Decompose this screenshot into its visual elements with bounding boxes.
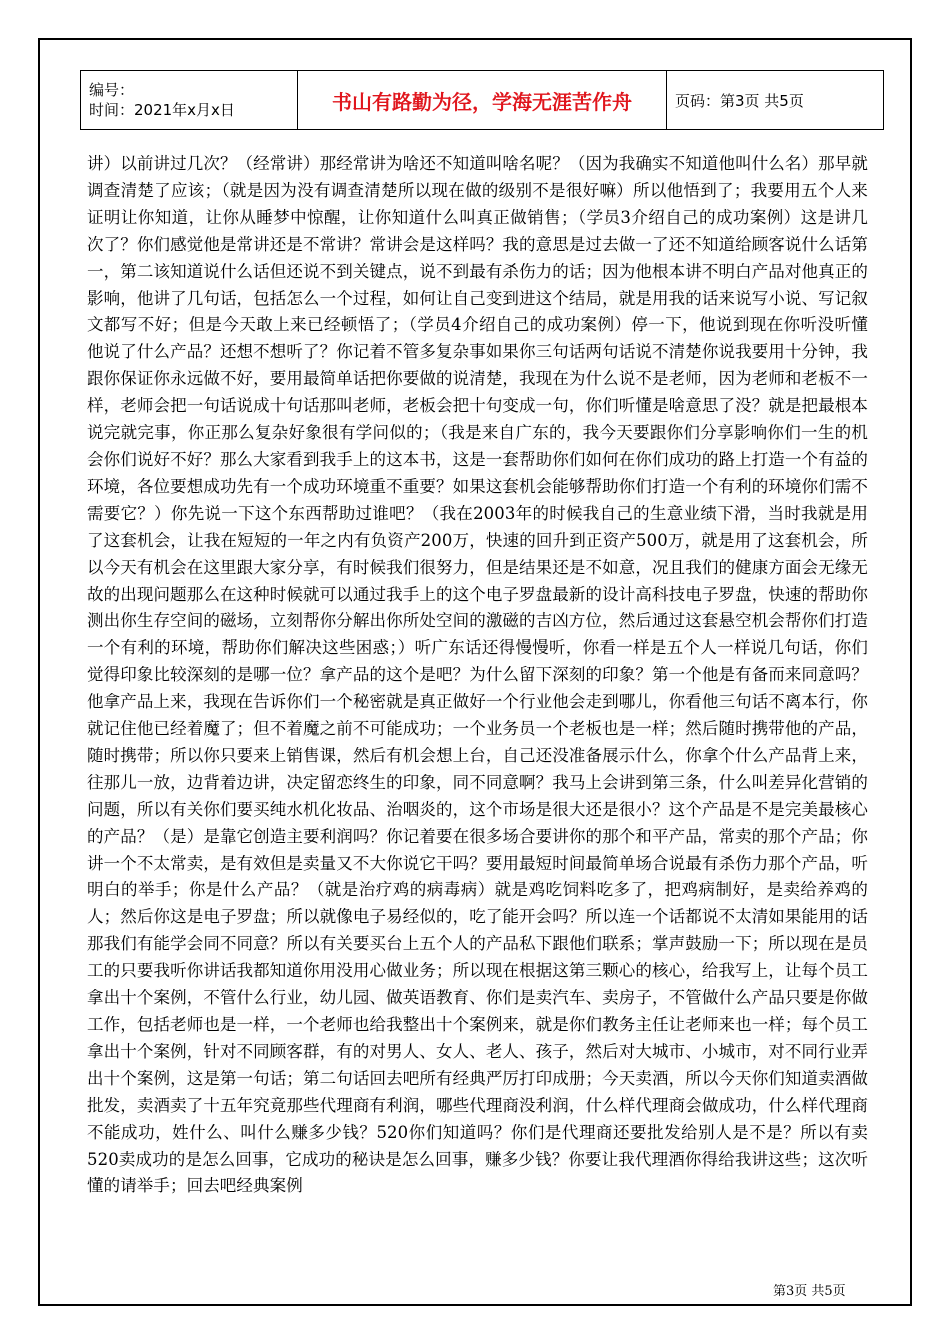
time-label: 时间：2021年x月x日 xyxy=(89,101,235,119)
header-motto: 书山有路勤为径，学海无涯苦作舟 xyxy=(298,71,667,130)
header-meta xyxy=(81,71,298,130)
body-paragraph: 讲）以前讲过几次？（经常讲）那经常讲为啥还不知道叫啥名呢？（因为我确实不知道他叫什么名）那早就调查清楚了应该；（就是因为没有调查清楚所以现在做的级别不是很好嘛）所以他悟到了；我要用五个人来证明让你知道，让你从睡梦中惊醒，让你知道什么叫真正做销售；（学员3介绍自己的成功案例）这是讲几次了？你们感觉他是常讲还是不常讲？常讲会是这样吗？我的意思是过去做一了还不知道给顾客说什么话第一，第二该知道说什么话但还说不到关键点，说不到最有杀伤力的话；因为他根本讲不明白产品对他真正的影响，他讲了几句话，包括怎么一个过程，如何让自己变到进这个结局，就是用我的话来说写小说、写记叙文都写不好；但是今天敢上来已经顿悟了；（学员4介绍自己的成功案例）停一下，他说到现在你听没听懂他说了什么产品？还想不想听了？你记着不管多复杂事如果你三句话两句话说不清楚你说我要用十分钟，我跟你保证你永远做不好，要用最简单话把你要做的说清楚，我现在为什么说不是老师，因为老师和老板不一样，老师会把一句话说成十句话那叫老师，老板会把十句变成一句，你们听懂是啥意思了没？就是把最根本说完就完事，你正那么复杂好象很有学问似的；（我是来自广东的，我今天要跟你们分享影响你们一生的机会你们说好不好？那么大家看到我手上的这本书，这是一套帮助你们如何在你们成功的路上打造一个有益的环境，各位要想成功先有一个成功环境重不重要？如果这套机会能够帮助你们打造一个有利的环境你们需不需要它？）你先说一下这个东西帮助过谁吧？（我在2003年的时候我自己的生意业绩下滑，当时我就是用了这套机会，让我在短短的一年之内有负资产200万，快速的回升到正资产500万，就是用了这套机会，所以今天有机会在这里跟大家分享，有时候我们很努力，但是结果还是不如意，况且我们的健康方面会无缘无故的出现问题那么在这种时候就可以通过我手上的这个电子罗盘最新的设计高科技电子罗盘，快速的帮助你测出你生存空间的磁场，立刻帮你分解出你所处空间的激磁的吉凶方位，然后通过这套悬空机会帮你们打造一个有利的环境，帮助你们解决这些困惑；）听广东话还得慢慢听，你看一样是五个人一样说几句话，你们觉得印象比较深刻的是哪一位？拿产品的这个是吧？为什么留下深刻的印象？第一个他是有备而来同意吗？他拿产品上来，我现在告诉你们一个秘密就是真正做好一个行业他会走到哪儿，你看他三句话不离本行，你就记住他已经着魔了；但不着魔之前不可能成功；一个业务员一个老板也是一样；然后随时携带他的产品，随时携带；所以你只要来上销售课，然后有机会想上台，自己还没准备展示什么，你拿个什么产品背上来，往那儿一放，边背着边讲，决定留恋终生的印象，同不同意啊？我马上会讲到第三条，什么叫差异化营销的问题，所以有关你们要买纯水机化妆品、治咽炎的，这个市场是很大还是很小？这个产品是不是完美最核心的产品？（是）是靠它创造主要利润吗？你记着要在很多场合要讲你的那个和平产品，常卖的那个产品；你讲一个不太常卖，是有效但是卖量又不大你说它干吗？要用最短时间最简单场合说最有杀伤力那个产品，听明白的举手；你是什么产品？（就是治疗鸡的病毒病）就是鸡吃饲料吃多了，把鸡病制好，是卖给养鸡的人；然后你这是电子罗盘；所以就像电子易经似的，吃了能开会吗？所以连一个话都说不太清如果能用的话那我们有能学会同不同意？所以有关要买台上五个人的产品私下跟他们联系；掌声鼓励一下；所以现在是员工的只要我听你讲话我都知道你用没用心做业务；所以现在根据这第三颗心的核心，给我写上，让每个员工拿出十个案例，不管什么行业，幼儿园、做英语教育、你们是卖汽车、卖房子，不管做什么产品只要是你做工作，包括老师也是一样，一个老师也给我整出十个案例来，就是你们教务主任让老师来也一样；每个员工拿出十个案例，针对不同顾客群，有的对男人、女人、老人、孩子，然后对大城市、小城市，对不同行业弄出十个案例，这是第一句话；第二句话回去吧所有经典严厉打印成册；今天卖酒，所以今天你们知道卖酒做批发，卖酒卖了十五年究竟那些代理商有利润，哪些代理商没利润，什么样代理商会做成功，什么样代理商不能成功，姓什么、叫什么赚多少钱？520你们知道吗？你们是代理商还要批发给别人是不是？所以有卖520卖成功的是怎么回事，它成功的秘诀是怎么回事，赚多少钱？你要让我代理酒你得给我讲这些；这次听懂的请举手；回去吧经典案例 xyxy=(87,154,868,1196)
number-label: 编号： xyxy=(89,81,135,99)
footer-page-number: 第3页 共5页 xyxy=(773,1284,846,1299)
header-page-code: 页码：第3页 共5页 xyxy=(667,71,884,130)
header-table xyxy=(80,70,884,130)
